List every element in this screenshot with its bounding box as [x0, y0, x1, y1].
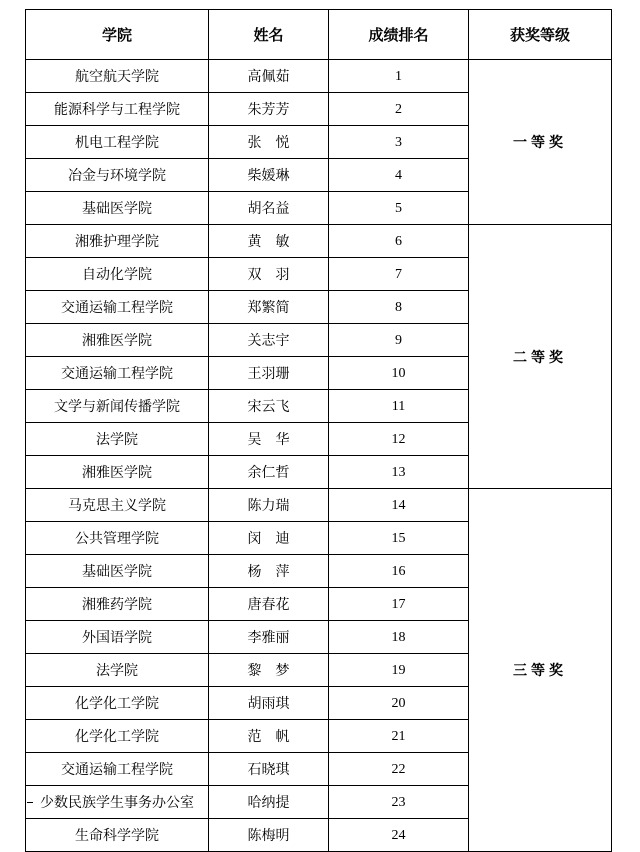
rank-cell: 20: [329, 687, 469, 720]
college-cell: 文学与新闻传播学院: [26, 390, 209, 423]
table-header: [26, 10, 612, 60]
rank-cell: 18: [329, 621, 469, 654]
student-name-cell: 朱芳芳: [209, 93, 329, 126]
rank-cell: 14: [329, 489, 469, 522]
college-cell: 化学化工学院: [26, 720, 209, 753]
rank-cell: 2: [329, 93, 469, 126]
college-cell: 外国语学院: [26, 621, 209, 654]
rank-cell: 7: [329, 258, 469, 291]
college-cell: 生命科学学院: [26, 819, 209, 852]
college-cell: 交通运输工程学院: [26, 291, 209, 324]
rank-cell: 3: [329, 126, 469, 159]
student-name-cell: 黄 敏: [209, 225, 329, 258]
student-name-cell: 高佩茹: [209, 60, 329, 93]
student-name-cell: 唐春花: [209, 588, 329, 621]
student-name-cell: 范 帆: [209, 720, 329, 753]
rank-cell: 12: [329, 423, 469, 456]
rank-cell: 8: [329, 291, 469, 324]
award-level-cell: 二等奖: [469, 225, 612, 489]
rank-cell: 16: [329, 555, 469, 588]
student-name-cell: 胡雨琪: [209, 687, 329, 720]
rank-cell: 13: [329, 456, 469, 489]
award-table: [25, 9, 612, 852]
student-name-cell: 杨 萍: [209, 555, 329, 588]
student-name-cell: 哈纳提: [209, 786, 329, 819]
college-cell: 航空航天学院: [26, 60, 209, 93]
student-name-cell: 王羽珊: [209, 357, 329, 390]
college-cell: 冶金与环境学院: [26, 159, 209, 192]
student-name-cell: 郑繁简: [209, 291, 329, 324]
student-name-cell: 双 羽: [209, 258, 329, 291]
rank-cell: 9: [329, 324, 469, 357]
college-cell: 化学化工学院: [26, 687, 209, 720]
rank-cell: 1: [329, 60, 469, 93]
college-cell: 马克思主义学院: [26, 489, 209, 522]
rank-cell: 5: [329, 192, 469, 225]
rank-cell: 19: [329, 654, 469, 687]
student-name-cell: 闵 迪: [209, 522, 329, 555]
rank-cell: 10: [329, 357, 469, 390]
student-name-cell: 关志宇: [209, 324, 329, 357]
page-edge-mark: [27, 802, 33, 803]
table-row: [26, 60, 612, 93]
table-row: [26, 225, 612, 258]
college-cell: 能源科学与工程学院: [26, 93, 209, 126]
rank-cell: 6: [329, 225, 469, 258]
rank-cell: 23: [329, 786, 469, 819]
rank-cell: 15: [329, 522, 469, 555]
college-cell: 公共管理学院: [26, 522, 209, 555]
student-name-cell: 吴 华: [209, 423, 329, 456]
header-award-level: 获奖等级: [469, 10, 612, 60]
college-cell: 湘雅药学院: [26, 588, 209, 621]
college-cell: 交通运输工程学院: [26, 357, 209, 390]
award-level-cell: 一等奖: [469, 60, 612, 225]
student-name-cell: 宋云飞: [209, 390, 329, 423]
award-level-cell: 三等奖: [469, 489, 612, 852]
header-rank: 成绩排名: [329, 10, 469, 60]
rank-cell: 21: [329, 720, 469, 753]
student-name-cell: 陈力瑞: [209, 489, 329, 522]
rank-cell: 4: [329, 159, 469, 192]
college-cell: 湘雅医学院: [26, 324, 209, 357]
college-cell: 少数民族学生事务办公室: [26, 786, 209, 819]
college-cell: 法学院: [26, 423, 209, 456]
student-name-cell: 余仁哲: [209, 456, 329, 489]
rank-cell: 11: [329, 390, 469, 423]
college-cell: 基础医学院: [26, 192, 209, 225]
college-cell: 机电工程学院: [26, 126, 209, 159]
college-cell: 交通运输工程学院: [26, 753, 209, 786]
header-row: [26, 10, 612, 60]
table-body: [26, 60, 612, 852]
rank-cell: 17: [329, 588, 469, 621]
student-name-cell: 黎 梦: [209, 654, 329, 687]
college-cell: 湘雅护理学院: [26, 225, 209, 258]
table-row: [26, 489, 612, 522]
college-cell: 湘雅医学院: [26, 456, 209, 489]
college-cell: 基础医学院: [26, 555, 209, 588]
rank-cell: 24: [329, 819, 469, 852]
student-name-cell: 张 悦: [209, 126, 329, 159]
student-name-cell: 李雅丽: [209, 621, 329, 654]
student-name-cell: 石晓琪: [209, 753, 329, 786]
college-cell: 自动化学院: [26, 258, 209, 291]
header-college: 学院: [26, 10, 209, 60]
header-name: 姓名: [209, 10, 329, 60]
student-name-cell: 陈梅明: [209, 819, 329, 852]
student-name-cell: 胡名益: [209, 192, 329, 225]
student-name-cell: 柴媛琳: [209, 159, 329, 192]
rank-cell: 22: [329, 753, 469, 786]
college-cell: 法学院: [26, 654, 209, 687]
